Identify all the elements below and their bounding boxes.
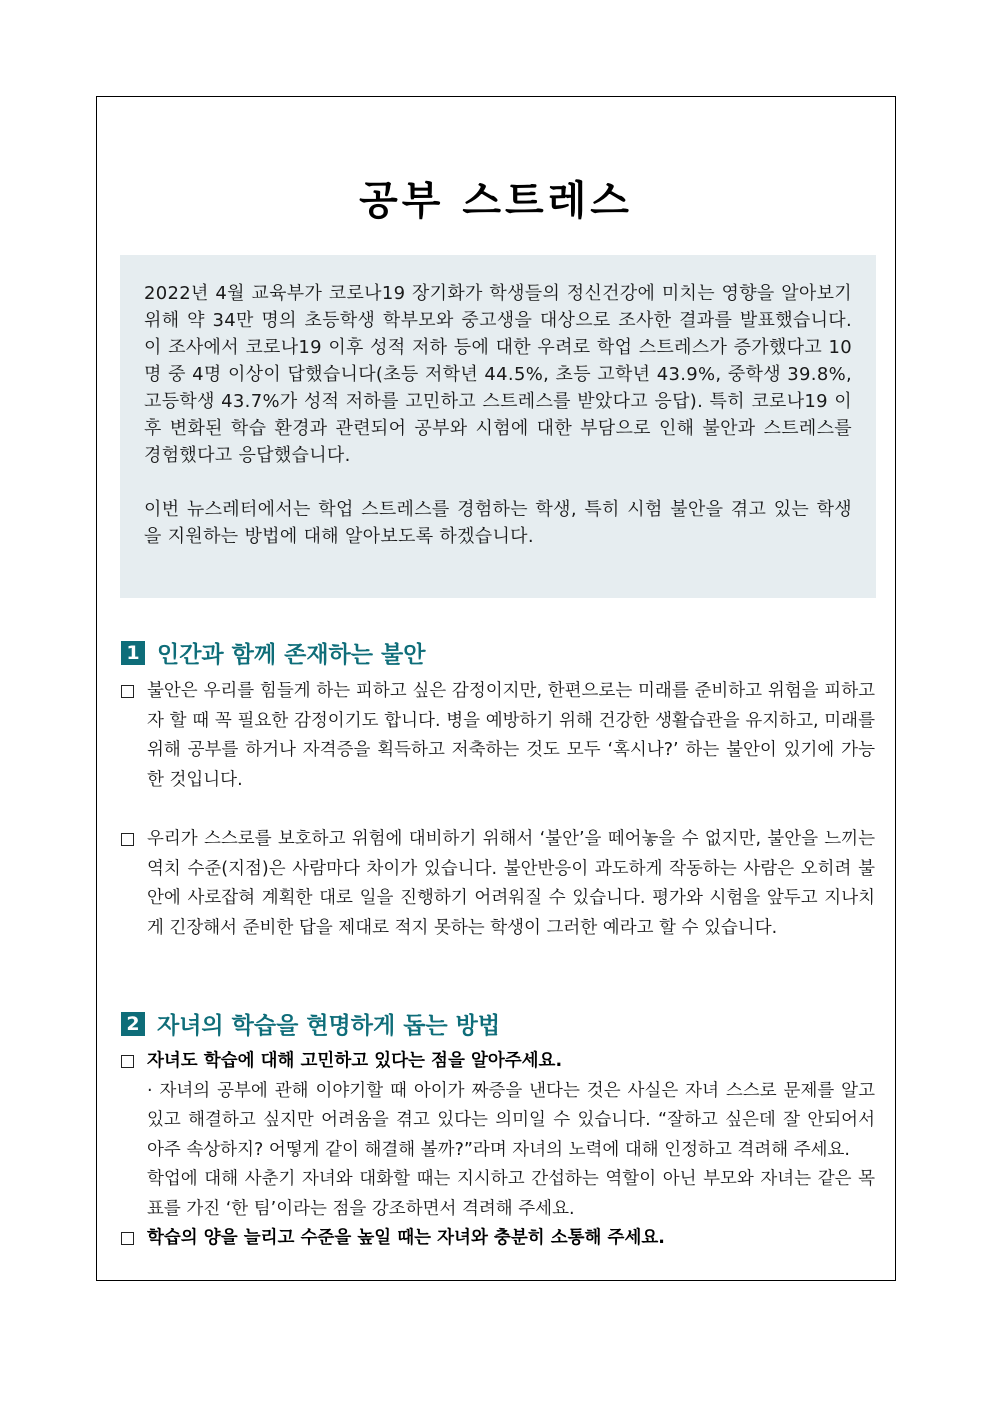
page-title: 공부 스트레스 bbox=[359, 178, 633, 224]
section-1-item-1 bbox=[119, 677, 875, 795]
section-2-heading bbox=[121, 1007, 500, 1040]
section-2-item-1-body-1: · 자녀의 공부에 관해 이야기할 때 아이가 짜증을 낸다는 것은 사실은 자녀 스스로 문제를 알고 있고 해결하고 싶지만 어려움을 겪고 있다는 의미일 수 있습니다. “잘하고 싶은데 잘 안되어서 아주 속상하지? 어떻게 같이 해결해 볼까?”라며 자녀의 노력에 대해 인정하고 격려해 주세요. bbox=[147, 1080, 875, 1160]
section-1-item-1-text: 불안은 우리를 힘들게 하는 피하고 싶은 감정이지만, 한편으로는 미래를 준비하고 위험을 피하고자 할 때 꼭 필요한 감정이기도 합니다. 병을 예방하기 위해 건강한 생활습관을 유지하고, 미래를 위해 공부를 하거나 자격증을 획득하고 저축하는 것도 모두 ‘혹시나?’ 하는 불안이 있기에 가능한 것입니다. bbox=[147, 681, 875, 790]
checkbox-icon bbox=[121, 833, 134, 846]
intro-box bbox=[120, 255, 876, 598]
section-1-heading bbox=[121, 636, 425, 669]
section-2-body bbox=[119, 1047, 875, 1254]
section-2-item-2-title-text: 학습의 양을 늘리고 수준을 높일 때는 자녀와 충분히 소통해 주세요. bbox=[147, 1228, 665, 1248]
section-2-number: 2 bbox=[121, 1012, 145, 1036]
section-2-item-2-title bbox=[119, 1224, 875, 1254]
section-1-number: 1 bbox=[121, 641, 145, 665]
section-2-item-1-title-text: 자녀도 학습에 대해 고민하고 있다는 점을 알아주세요. bbox=[147, 1051, 563, 1071]
intro-paragraph-1: 2022년 4월 교육부가 코로나19 장기화가 학생들의 정신건강에 미치는 영향을 알아보기 위해 약 34만 명의 초등학생 학부모와 중고생을 대상으로 조사한 결과를 발표했습니다. 이 조사에서 코로나19 이후 성적 저하 등에 대한 우려로 학업 스트레스가 증가했다고 10명 중 4명 이상이 답했습니다(초등 저학년 44.5%, 초등 고학년 43.9%, 중학생 39.8%, 고등학생 43.7%가 성적 저하를 고민하고 스트레스를 받았다고 응답). 특히 코로나19 이후 변화된 학습 환경과 관련되어 공부와 시험에 대한 부담으로 인해 불안과 스트레스를 경험했다고 응답했습니다. bbox=[144, 283, 852, 466]
intro-paragraph-2: 이번 뉴스레터에서는 학업 스트레스를 경험하는 학생, 특히 시험 불안을 겪고 있는 학생을 지원하는 방법에 대해 알아보도록 하겠습니다. bbox=[144, 499, 852, 547]
checkbox-icon bbox=[121, 685, 134, 698]
section-1-item-2-text: 우리가 스스로를 보호하고 위험에 대비하기 위해서 ‘불안’을 떼어놓을 수 없지만, 불안을 느끼는 역치 수준(지점)은 사람마다 차이가 있습니다. 불안반응이 과도하게 작동하는 사람은 오히려 불안에 사로잡혀 계획한 대로 일을 진행하기 어려워질 수 있습니다. 평가와 시험을 앞두고 지나치게 긴장해서 준비한 답을 제대로 적지 못하는 학생이 그러한 예라고 할 수 있습니다. bbox=[147, 829, 875, 938]
section-1-body bbox=[119, 677, 875, 943]
section-2-title: 자녀의 학습을 현명하게 돕는 방법 bbox=[157, 1013, 501, 1039]
section-2-item-1-title bbox=[119, 1047, 875, 1077]
section-2-item-1-body-2: 학업에 대해 사춘기 자녀와 대화할 때는 지시하고 간섭하는 역할이 아닌 부모와 자녀는 같은 목표를 가진 ‘한 팀’이라는 점을 강조하면서 격려해 주세요. bbox=[147, 1169, 875, 1219]
checkbox-icon bbox=[121, 1055, 134, 1068]
section-1-item-2 bbox=[119, 825, 875, 943]
section-1-title: 인간과 함께 존재하는 불안 bbox=[157, 642, 426, 668]
checkbox-icon bbox=[121, 1232, 134, 1245]
newsletter-page bbox=[96, 96, 896, 1281]
